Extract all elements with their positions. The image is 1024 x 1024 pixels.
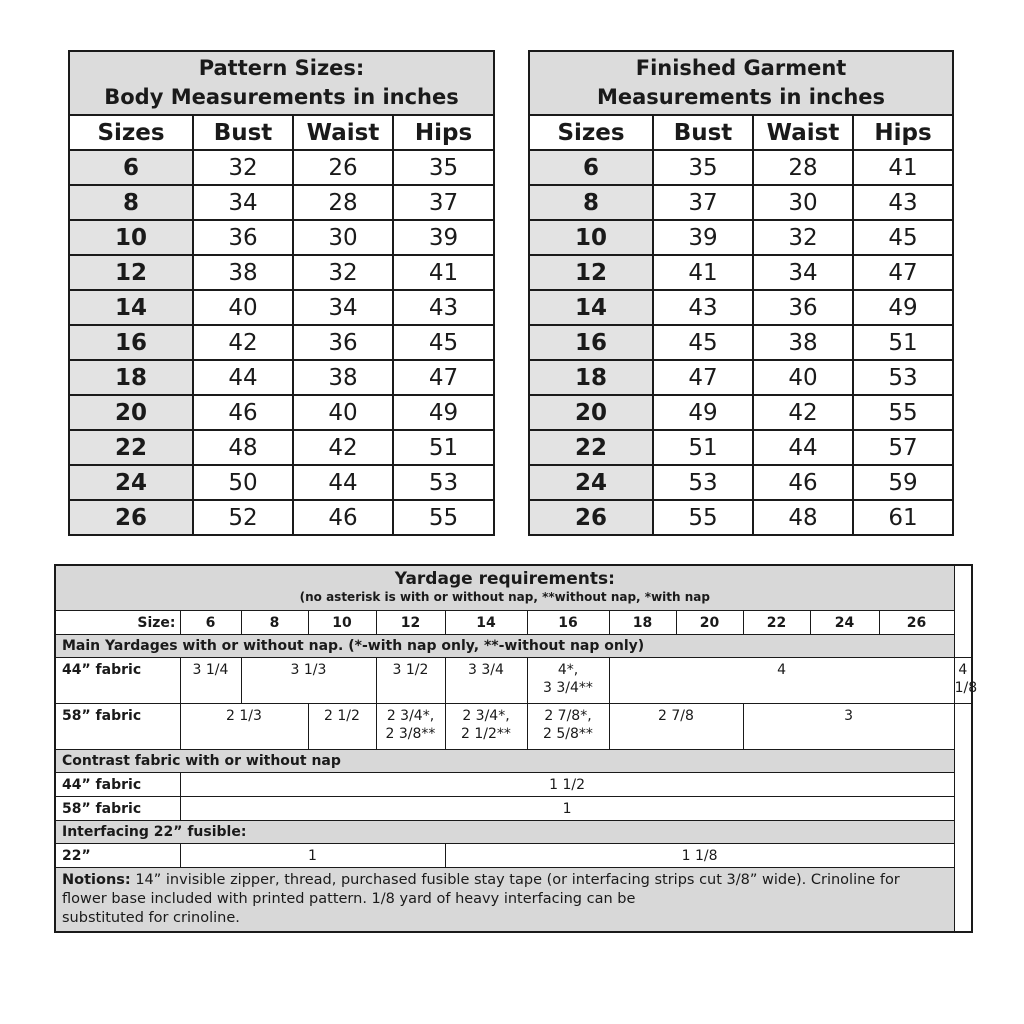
size-cell: 6 bbox=[69, 150, 193, 185]
table-row bbox=[69, 500, 494, 535]
finished-garment-title bbox=[529, 51, 953, 115]
yardage-subtitle: (no asterisk is with or without nap, **without nap, *with nap bbox=[299, 590, 710, 604]
yardage-line: 2 3/4*, bbox=[462, 708, 510, 724]
column-header: Sizes bbox=[529, 115, 653, 150]
yardage-cell bbox=[445, 704, 527, 750]
hips-cell: 55 bbox=[393, 500, 494, 535]
size-cell: 8 bbox=[69, 185, 193, 220]
interfacing-label: 22” bbox=[55, 844, 180, 868]
notions-text: 14” invisible zipper, thread, purchased fusible stay tape (or interfacing strips cut 3/8” wide). Crinoline for bbox=[130, 872, 900, 888]
bust-cell: 45 bbox=[653, 325, 753, 360]
size-header: 18 bbox=[609, 611, 676, 635]
waist-cell: 36 bbox=[753, 290, 853, 325]
size-header: 26 bbox=[879, 611, 954, 635]
column-header: Waist bbox=[753, 115, 853, 150]
yardage-title bbox=[55, 565, 954, 611]
table-row bbox=[69, 395, 494, 430]
hips-cell: 45 bbox=[393, 325, 494, 360]
size-cell: 14 bbox=[529, 290, 653, 325]
hips-cell: 59 bbox=[853, 465, 953, 500]
yardage-cell: 2 7/8 bbox=[609, 704, 743, 750]
size-cell: 8 bbox=[529, 185, 653, 220]
size-cell: 24 bbox=[69, 465, 193, 500]
hips-cell: 39 bbox=[393, 220, 494, 255]
finished-title-line1: Finished Garment bbox=[635, 56, 847, 80]
waist-cell: 34 bbox=[753, 255, 853, 290]
waist-cell: 38 bbox=[293, 360, 393, 395]
bust-cell: 41 bbox=[653, 255, 753, 290]
table-row bbox=[69, 150, 494, 185]
yardage-cell: 3 1/3 bbox=[241, 658, 376, 704]
main-58-row bbox=[55, 704, 972, 750]
yardage-cell: 1 bbox=[180, 844, 445, 868]
column-header: Bust bbox=[653, 115, 753, 150]
finished-garment-table bbox=[528, 50, 954, 536]
yardage-cell: 2 1/2 bbox=[308, 704, 376, 750]
size-cell: 12 bbox=[69, 255, 193, 290]
yardage-cell bbox=[376, 704, 445, 750]
yardage-cell: 1 1/8 bbox=[445, 844, 954, 868]
hips-cell: 47 bbox=[393, 360, 494, 395]
size-cell: 6 bbox=[529, 150, 653, 185]
bust-cell: 40 bbox=[193, 290, 293, 325]
yardage-cell: 1 bbox=[180, 797, 954, 821]
waist-cell: 36 bbox=[293, 325, 393, 360]
waist-cell: 32 bbox=[753, 220, 853, 255]
yardage-line: 3 3/4** bbox=[543, 680, 593, 696]
size-cell: 14 bbox=[69, 290, 193, 325]
notions-text: flower base included with printed pattern. 1/8 yard of heavy interfacing can be bbox=[62, 891, 636, 907]
bust-cell: 37 bbox=[653, 185, 753, 220]
hips-cell: 51 bbox=[393, 430, 494, 465]
notions-cell bbox=[55, 868, 954, 933]
bust-cell: 51 bbox=[653, 430, 753, 465]
bust-cell: 48 bbox=[193, 430, 293, 465]
yardage-table bbox=[54, 564, 978, 933]
hips-cell: 41 bbox=[393, 255, 494, 290]
hips-cell: 43 bbox=[393, 290, 494, 325]
size-header: 16 bbox=[527, 611, 609, 635]
table-row bbox=[529, 150, 953, 185]
bust-cell: 32 bbox=[193, 150, 293, 185]
table-row bbox=[529, 185, 953, 220]
size-cell: 16 bbox=[69, 325, 193, 360]
hips-cell: 45 bbox=[853, 220, 953, 255]
notions-text: substituted for crinoline. bbox=[62, 910, 240, 926]
waist-cell: 46 bbox=[753, 465, 853, 500]
table-row bbox=[69, 465, 494, 500]
column-header: Waist bbox=[293, 115, 393, 150]
yardage-line: 2 5/8** bbox=[543, 726, 593, 742]
bust-cell: 52 bbox=[193, 500, 293, 535]
contrast-section: Contrast fabric with or without nap bbox=[55, 750, 954, 773]
table-row bbox=[529, 465, 953, 500]
bust-cell: 55 bbox=[653, 500, 753, 535]
yardage-cell: 3 1/2 bbox=[376, 658, 445, 704]
fabric-58-label: 58” fabric bbox=[55, 797, 180, 821]
bust-cell: 44 bbox=[193, 360, 293, 395]
yardage-cell: 4 1/8 bbox=[954, 658, 972, 704]
hips-cell: 53 bbox=[853, 360, 953, 395]
yardage-cell bbox=[527, 658, 609, 704]
pattern-title-line2: Body Measurements in inches bbox=[104, 85, 459, 109]
bust-cell: 47 bbox=[653, 360, 753, 395]
waist-cell: 28 bbox=[753, 150, 853, 185]
bust-cell: 35 bbox=[653, 150, 753, 185]
waist-cell: 30 bbox=[753, 185, 853, 220]
main-44-row bbox=[55, 658, 972, 704]
yardage-line: 2 3/8** bbox=[385, 726, 436, 742]
contrast-58-row bbox=[55, 797, 972, 821]
main-yardage-section: Main Yardages with or without nap. (*-with nap only, **-without nap only) bbox=[55, 635, 954, 658]
yardage-cell: 2 1/3 bbox=[180, 704, 308, 750]
size-cell: 18 bbox=[529, 360, 653, 395]
fabric-58-label: 58” fabric bbox=[55, 704, 180, 750]
size-label: Size: bbox=[55, 611, 180, 635]
hips-cell: 43 bbox=[853, 185, 953, 220]
yardage-cell: 3 3/4 bbox=[445, 658, 527, 704]
table-row bbox=[69, 220, 494, 255]
table-row bbox=[529, 360, 953, 395]
finished-title-line2: Measurements in inches bbox=[597, 85, 886, 109]
size-header: 24 bbox=[810, 611, 879, 635]
size-header: 12 bbox=[376, 611, 445, 635]
table-row bbox=[529, 395, 953, 430]
waist-cell: 38 bbox=[753, 325, 853, 360]
waist-cell: 44 bbox=[753, 430, 853, 465]
bust-cell: 38 bbox=[193, 255, 293, 290]
table-row bbox=[69, 185, 494, 220]
bust-cell: 46 bbox=[193, 395, 293, 430]
yardage-cell: 4 bbox=[609, 658, 954, 704]
size-cell: 12 bbox=[529, 255, 653, 290]
table-row bbox=[69, 255, 494, 290]
size-header: 20 bbox=[676, 611, 743, 635]
bust-cell: 53 bbox=[653, 465, 753, 500]
size-header: 10 bbox=[308, 611, 376, 635]
waist-cell: 48 bbox=[753, 500, 853, 535]
table-row bbox=[529, 500, 953, 535]
bust-cell: 34 bbox=[193, 185, 293, 220]
fabric-44-label: 44” fabric bbox=[55, 773, 180, 797]
interfacing-section: Interfacing 22” fusible: bbox=[55, 821, 954, 844]
yardage-line: 4*, bbox=[557, 662, 579, 678]
table-row bbox=[529, 255, 953, 290]
table-row bbox=[69, 430, 494, 465]
size-header: 22 bbox=[743, 611, 810, 635]
yardage-cell bbox=[527, 704, 609, 750]
yardage-cell: 1 1/2 bbox=[180, 773, 954, 797]
bust-cell: 36 bbox=[193, 220, 293, 255]
hips-cell: 35 bbox=[393, 150, 494, 185]
hips-cell: 53 bbox=[393, 465, 494, 500]
hips-cell: 49 bbox=[393, 395, 494, 430]
size-cell: 20 bbox=[529, 395, 653, 430]
hips-cell: 47 bbox=[853, 255, 953, 290]
size-cell: 26 bbox=[69, 500, 193, 535]
hips-cell: 55 bbox=[853, 395, 953, 430]
hips-cell: 41 bbox=[853, 150, 953, 185]
size-header: 8 bbox=[241, 611, 308, 635]
table-row bbox=[69, 360, 494, 395]
size-cell: 10 bbox=[529, 220, 653, 255]
table-row bbox=[69, 325, 494, 360]
table-row bbox=[529, 290, 953, 325]
waist-cell: 30 bbox=[293, 220, 393, 255]
waist-cell: 42 bbox=[293, 430, 393, 465]
bust-cell: 49 bbox=[653, 395, 753, 430]
waist-cell: 44 bbox=[293, 465, 393, 500]
pattern-sizes-title bbox=[69, 51, 494, 115]
size-cell: 20 bbox=[69, 395, 193, 430]
size-cell: 22 bbox=[529, 430, 653, 465]
hips-cell: 51 bbox=[853, 325, 953, 360]
waist-cell: 34 bbox=[293, 290, 393, 325]
column-header: Hips bbox=[393, 115, 494, 150]
hips-cell: 61 bbox=[853, 500, 953, 535]
yardage-line: 2 7/8*, bbox=[544, 708, 592, 724]
yardage-cell: 3 bbox=[743, 704, 954, 750]
size-cell: 22 bbox=[69, 430, 193, 465]
yardage-line: 2 1/2** bbox=[461, 726, 511, 742]
hips-cell: 57 bbox=[853, 430, 953, 465]
yardage-line: 2 3/4*, bbox=[386, 708, 435, 724]
bust-cell: 50 bbox=[193, 465, 293, 500]
waist-cell: 40 bbox=[293, 395, 393, 430]
size-cell: 26 bbox=[529, 500, 653, 535]
size-header: 6 bbox=[180, 611, 241, 635]
waist-cell: 42 bbox=[753, 395, 853, 430]
waist-cell: 26 bbox=[293, 150, 393, 185]
size-cell: 24 bbox=[529, 465, 653, 500]
column-header: Hips bbox=[853, 115, 953, 150]
column-header: Bust bbox=[193, 115, 293, 150]
notions-label: Notions: bbox=[62, 872, 131, 888]
fabric-44-label: 44” fabric bbox=[55, 658, 180, 704]
waist-cell: 28 bbox=[293, 185, 393, 220]
pattern-title-line1: Pattern Sizes: bbox=[198, 56, 365, 80]
bust-cell: 43 bbox=[653, 290, 753, 325]
bust-cell: 42 bbox=[193, 325, 293, 360]
table-row bbox=[529, 430, 953, 465]
table-row bbox=[529, 220, 953, 255]
size-header: 14 bbox=[445, 611, 527, 635]
table-row bbox=[529, 325, 953, 360]
size-header-row bbox=[55, 611, 972, 635]
waist-cell: 46 bbox=[293, 500, 393, 535]
size-cell: 16 bbox=[529, 325, 653, 360]
hips-cell: 37 bbox=[393, 185, 494, 220]
size-cell: 18 bbox=[69, 360, 193, 395]
pattern-header-row bbox=[69, 115, 494, 150]
table-row bbox=[69, 290, 494, 325]
column-header: Sizes bbox=[69, 115, 193, 150]
yardage-title-text: Yardage requirements: bbox=[394, 569, 615, 589]
waist-cell: 40 bbox=[753, 360, 853, 395]
contrast-44-row bbox=[55, 773, 972, 797]
finished-header-row bbox=[529, 115, 953, 150]
interfacing-row bbox=[55, 844, 972, 868]
waist-cell: 32 bbox=[293, 255, 393, 290]
size-cell: 10 bbox=[69, 220, 193, 255]
pattern-sizes-table bbox=[68, 50, 495, 536]
bust-cell: 39 bbox=[653, 220, 753, 255]
hips-cell: 49 bbox=[853, 290, 953, 325]
yardage-cell: 3 1/4 bbox=[180, 658, 241, 704]
